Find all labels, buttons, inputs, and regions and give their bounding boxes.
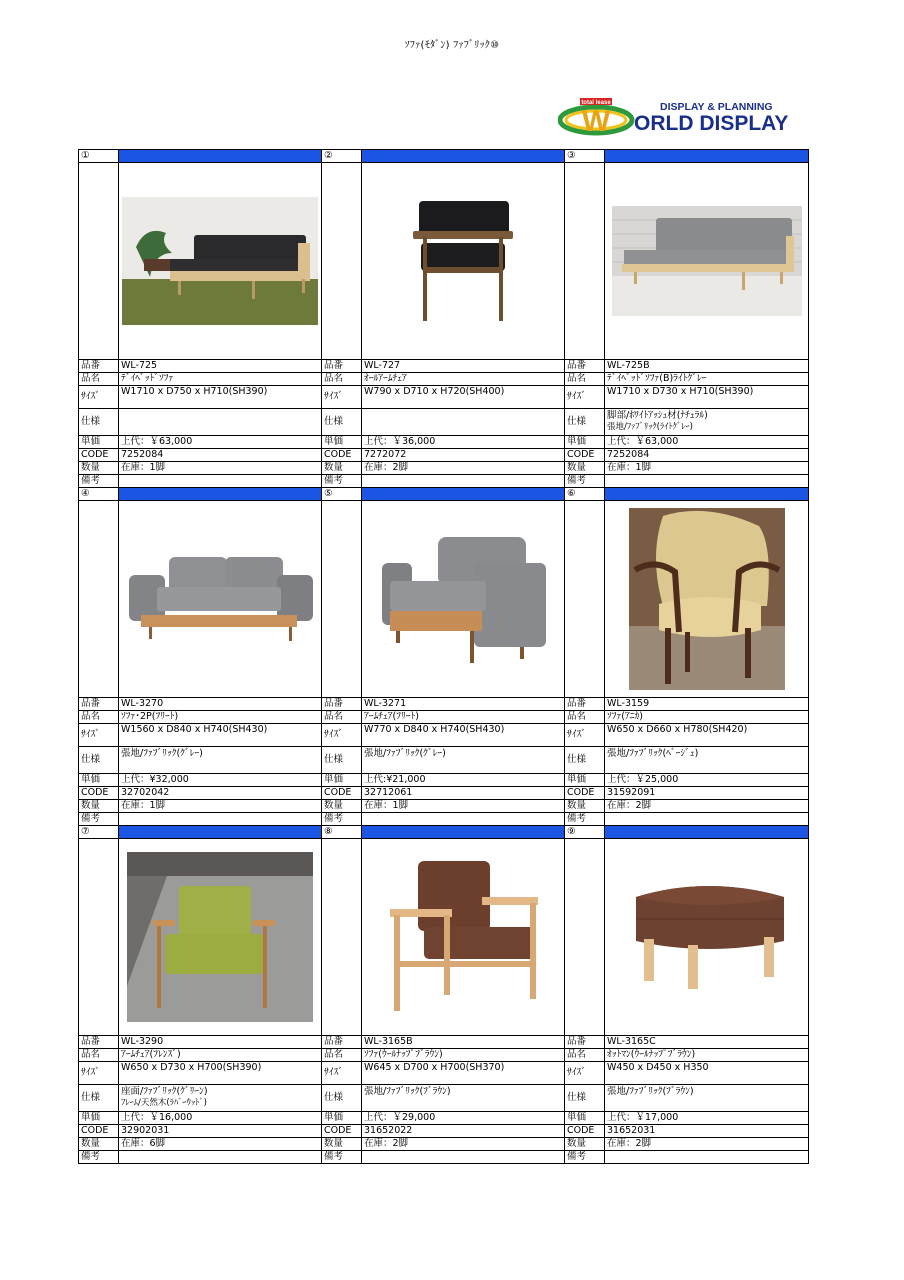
- group-header-row: [79, 488, 809, 501]
- label-hinban: 品番: [322, 360, 362, 373]
- value-tanka: 上代：￥63,000: [605, 436, 809, 449]
- value-suuryou: 在庫：2脚: [605, 800, 809, 813]
- value-bikou: [119, 475, 322, 488]
- value-suuryou: 在庫：1脚: [119, 462, 322, 475]
- value-bikou: [362, 813, 565, 826]
- spec-line: 張地/ﾌｧﾌﾞﾘｯｸ(ﾍﾞｰｼﾞｭ): [607, 748, 699, 759]
- label-shiyou: 仕様: [79, 747, 119, 774]
- item-number: ①: [79, 150, 119, 163]
- label-hinban: 品番: [565, 1036, 605, 1049]
- label-bikou: 備考: [79, 1151, 119, 1164]
- svg-text:total lease: total lease: [581, 100, 611, 106]
- value-suuryou: 在庫：1脚: [119, 800, 322, 813]
- value-bikou: [605, 813, 809, 826]
- image-row: [79, 839, 809, 1036]
- label-code: CODE: [322, 787, 362, 800]
- product-image-cell: [119, 839, 322, 1036]
- image-label-cell: [79, 501, 119, 698]
- value-hinmei: ｿﾌｧ(ｳｰﾙﾅｯﾌﾟﾌﾞﾗｳﾝ): [362, 1049, 565, 1062]
- label-hinmei: 品名: [79, 373, 119, 386]
- row-shiyou: [79, 1085, 809, 1112]
- value-shiyou: [119, 409, 322, 436]
- value-size: W650 x D730 x H700(SH390): [119, 1062, 322, 1085]
- row-size: [79, 724, 809, 747]
- label-hinmei: 品名: [322, 1049, 362, 1062]
- svg-text:DISPLAY & PLANNING: DISPLAY & PLANNING: [660, 101, 773, 113]
- armchair-grey-photo: [380, 533, 546, 665]
- label-suuryou: 数量: [565, 1138, 605, 1151]
- value-size: W645 x D700 x H700(SH370): [362, 1062, 565, 1085]
- label-suuryou: 数量: [322, 800, 362, 813]
- label-suuryou: 数量: [565, 800, 605, 813]
- svg-text:ORLD DISPLAY: ORLD DISPLAY: [634, 112, 789, 135]
- label-bikou: 備考: [79, 813, 119, 826]
- label-shiyou: 仕様: [322, 1085, 362, 1112]
- row-tanka: [79, 774, 809, 787]
- value-suuryou: 在庫：2脚: [362, 462, 565, 475]
- value-size: W650 x D660 x H780(SH420): [605, 724, 809, 747]
- item-number: ③: [565, 150, 605, 163]
- value-code: 31652022: [362, 1125, 565, 1138]
- world-display-logo: [558, 98, 798, 138]
- armchair-green-photo: [127, 852, 313, 1022]
- value-size: W1560 x D840 x H740(SH430): [119, 724, 322, 747]
- row-bikou: [79, 475, 809, 488]
- value-hinmei: ｱｰﾑﾁｪｱ(ﾌﾚﾝｽﾞ): [119, 1049, 322, 1062]
- label-bikou: 備考: [565, 475, 605, 488]
- label-shiyou: 仕様: [79, 409, 119, 436]
- row-tanka: [79, 436, 809, 449]
- label-code: CODE: [79, 787, 119, 800]
- blue-header-bar: [119, 488, 322, 501]
- value-tanka: 上代：¥32,000: [119, 774, 322, 787]
- label-tanka: 単価: [565, 1112, 605, 1125]
- label-tanka: 単価: [79, 1112, 119, 1125]
- value-suuryou: 在庫：2脚: [605, 1138, 809, 1151]
- label-code: CODE: [322, 449, 362, 462]
- row-code: [79, 449, 809, 462]
- value-hinmei: ｿﾌｧ･2P(ﾌﾘｰﾄ): [119, 711, 322, 724]
- label-code: CODE: [79, 1125, 119, 1138]
- value-size: W1710 x D730 x H710(SH390): [605, 386, 809, 409]
- value-suuryou: 在庫：2脚: [362, 1138, 565, 1151]
- label-bikou: 備考: [79, 475, 119, 488]
- blue-header-bar: [362, 488, 565, 501]
- row-shiyou: [79, 747, 809, 774]
- value-hinmei: ｱｰﾑﾁｪｱ(ﾌﾘｰﾄ): [362, 711, 565, 724]
- label-shiyou: 仕様: [322, 409, 362, 436]
- value-tanka: 上代：￥17,000: [605, 1112, 809, 1125]
- value-hinban: WL-3165B: [362, 1036, 565, 1049]
- value-hinban: WL-725B: [605, 360, 809, 373]
- label-shiyou: 仕様: [322, 747, 362, 774]
- item-number: ②: [322, 150, 362, 163]
- image-label-cell: [565, 839, 605, 1036]
- svg-text:W: W: [581, 105, 611, 138]
- label-hinban: 品番: [322, 698, 362, 711]
- row-hinban: [79, 698, 809, 711]
- value-shiyou: [605, 409, 809, 436]
- product-image-cell: [119, 163, 322, 360]
- blue-header-bar: [605, 488, 809, 501]
- blue-header-bar: [362, 826, 565, 839]
- value-code: 31652031: [605, 1125, 809, 1138]
- value-shiyou: [605, 1085, 809, 1112]
- spec-line: 張地/ﾌｧﾌﾞﾘｯｸ(ﾌﾞﾗｳﾝ): [364, 1086, 451, 1097]
- label-hinban: 品番: [565, 698, 605, 711]
- spec-line: ﾌﾚｰﾑ/天然木(ﾗﾊﾞｰｳｯﾄﾞ): [121, 1098, 207, 1108]
- value-shiyou: [119, 1085, 322, 1112]
- product-image-cell: [605, 163, 809, 360]
- spec-line: 張地/ﾌｧﾌﾞﾘｯｸ(ﾗｲﾄｸﾞﾚｰ): [607, 422, 693, 432]
- row-bikou: [79, 813, 809, 826]
- group-header-row: [79, 150, 809, 163]
- value-code: 32702042: [119, 787, 322, 800]
- label-tanka: 単価: [79, 774, 119, 787]
- label-hinmei: 品名: [322, 373, 362, 386]
- label-suuryou: 数量: [322, 462, 362, 475]
- value-hinban: WL-3159: [605, 698, 809, 711]
- value-code: 7272072: [362, 449, 565, 462]
- value-tanka: 上代：￥63,000: [119, 436, 322, 449]
- label-hinmei: 品名: [322, 711, 362, 724]
- item-number: ⑦: [79, 826, 119, 839]
- label-shiyou: 仕様: [79, 1085, 119, 1112]
- label-code: CODE: [565, 449, 605, 462]
- image-row: [79, 163, 809, 360]
- label-code: CODE: [565, 787, 605, 800]
- daybed-sofa-lightgrey-photo: [612, 206, 802, 316]
- value-code: 32712061: [362, 787, 565, 800]
- image-label-cell: [79, 839, 119, 1036]
- label-hinmei: 品名: [79, 1049, 119, 1062]
- label-shiyou: 仕様: [565, 409, 605, 436]
- value-hinmei: ｵｰﾙｱｰﾑﾁｪｱ: [362, 373, 565, 386]
- ottoman-brown-photo: [624, 875, 790, 999]
- value-code: 7252084: [605, 449, 809, 462]
- spec-line: 張地/ﾌｧﾌﾞﾘｯｸ(ｸﾞﾚｰ): [121, 748, 203, 759]
- label-code: CODE: [79, 449, 119, 462]
- value-hinban: WL-3270: [119, 698, 322, 711]
- row-suuryou: [79, 800, 809, 813]
- label-suuryou: 数量: [79, 1138, 119, 1151]
- image-label-cell: [322, 501, 362, 698]
- label-hinban: 品番: [322, 1036, 362, 1049]
- label-size: ｻｲｽﾞ: [79, 724, 119, 747]
- row-size: [79, 1062, 809, 1085]
- value-hinmei: ｵｯﾄﾏﾝ(ｳｰﾙﾅｯﾌﾟﾌﾞﾗｳﾝ): [605, 1049, 809, 1062]
- image-row: [79, 501, 809, 698]
- row-hinmei: [79, 1049, 809, 1062]
- item-number: ⑧: [322, 826, 362, 839]
- value-hinban: WL-3271: [362, 698, 565, 711]
- value-hinban: WL-725: [119, 360, 322, 373]
- label-size: ｻｲｽﾞ: [565, 724, 605, 747]
- label-code: CODE: [322, 1125, 362, 1138]
- value-hinban: WL-727: [362, 360, 565, 373]
- label-hinban: 品番: [79, 1036, 119, 1049]
- label-hinban: 品番: [79, 360, 119, 373]
- row-hinmei: [79, 373, 809, 386]
- blue-header-bar: [119, 150, 322, 163]
- product-image-cell: [362, 163, 565, 360]
- value-bikou: [362, 475, 565, 488]
- image-label-cell: [565, 501, 605, 698]
- value-size: W770 x D840 x H740(SH430): [362, 724, 565, 747]
- image-label-cell: [79, 163, 119, 360]
- value-hinmei: ﾃﾞｲﾍﾞｯﾄﾞｿﾌｧ(B)ﾗｲﾄｸﾞﾚｰ: [605, 373, 809, 386]
- row-hinmei: [79, 711, 809, 724]
- label-hinban: 品番: [565, 360, 605, 373]
- label-tanka: 単価: [322, 1112, 362, 1125]
- row-hinban: [79, 1036, 809, 1049]
- label-bikou: 備考: [565, 1151, 605, 1164]
- row-tanka: [79, 1112, 809, 1125]
- value-code: 7252084: [119, 449, 322, 462]
- image-label-cell: [322, 163, 362, 360]
- label-size: ｻｲｽﾞ: [322, 1062, 362, 1085]
- daybed-sofa-dark-photo: [122, 197, 318, 325]
- value-suuryou: 在庫：1脚: [605, 462, 809, 475]
- value-size: W1710 x D750 x H710(SH390): [119, 386, 322, 409]
- product-image-cell: [362, 839, 565, 1036]
- product-catalog-table: [78, 149, 809, 1164]
- value-bikou: [362, 1151, 565, 1164]
- spec-line: 脚部/ﾎﾜｲﾄｱｯｼｭ材(ﾅﾁｭﾗﾙ): [607, 410, 708, 421]
- label-hinmei: 品名: [79, 711, 119, 724]
- value-tanka: 上代：￥25,000: [605, 774, 809, 787]
- item-number: ④: [79, 488, 119, 501]
- row-bikou: [79, 1151, 809, 1164]
- blue-header-bar: [362, 150, 565, 163]
- value-size: W450 x D450 x H350: [605, 1062, 809, 1085]
- value-tanka: 上代：￥29,000: [362, 1112, 565, 1125]
- value-hinban: WL-3290: [119, 1036, 322, 1049]
- label-size: ｻｲｽﾞ: [79, 386, 119, 409]
- label-bikou: 備考: [322, 1151, 362, 1164]
- value-tanka: 上代：￥36,000: [362, 436, 565, 449]
- spec-line: 張地/ﾌｧﾌﾞﾘｯｸ(ｸﾞﾚｰ): [364, 748, 446, 759]
- label-suuryou: 数量: [322, 1138, 362, 1151]
- value-hinmei: ﾃﾞｲﾍﾞｯﾄﾞｿﾌｧ: [119, 373, 322, 386]
- label-suuryou: 数量: [565, 462, 605, 475]
- row-code: [79, 1125, 809, 1138]
- item-number: ⑨: [565, 826, 605, 839]
- value-shiyou: [605, 747, 809, 774]
- value-size: W790 x D710 x H720(SH400): [362, 386, 565, 409]
- value-shiyou: [362, 747, 565, 774]
- spec-line: 張地/ﾌｧﾌﾞﾘｯｸ(ﾌﾞﾗｳﾝ): [607, 1086, 694, 1097]
- label-shiyou: 仕様: [565, 747, 605, 774]
- document-title: ｿﾌｧ(ﾓﾀﾞﾝ) ﾌｧﾌﾞﾘｯｸ⑩: [404, 40, 500, 51]
- label-hinmei: 品名: [565, 373, 605, 386]
- label-hinban: 品番: [79, 698, 119, 711]
- value-hinban: WL-3165C: [605, 1036, 809, 1049]
- product-image-cell: [605, 501, 809, 698]
- row-size: [79, 386, 809, 409]
- row-suuryou: [79, 1138, 809, 1151]
- product-image-cell: [119, 501, 322, 698]
- armchair-dark-photo: [399, 197, 527, 325]
- label-tanka: 単価: [565, 774, 605, 787]
- value-shiyou: [119, 747, 322, 774]
- label-tanka: 単価: [565, 436, 605, 449]
- armchair-beige-photo: [629, 508, 785, 690]
- product-image-cell: [362, 501, 565, 698]
- group-header-row: [79, 826, 809, 839]
- armchair-brown-photo: [384, 857, 542, 1017]
- product-image-cell: [605, 839, 809, 1036]
- label-size: ｻｲｽﾞ: [79, 1062, 119, 1085]
- label-bikou: 備考: [565, 813, 605, 826]
- label-size: ｻｲｽﾞ: [565, 386, 605, 409]
- row-shiyou: [79, 409, 809, 436]
- image-label-cell: [565, 163, 605, 360]
- label-shiyou: 仕様: [565, 1085, 605, 1112]
- item-number: ⑥: [565, 488, 605, 501]
- value-bikou: [605, 475, 809, 488]
- label-size: ｻｲｽﾞ: [565, 1062, 605, 1085]
- value-shiyou: [362, 409, 565, 436]
- blue-header-bar: [605, 150, 809, 163]
- value-suuryou: 在庫：1脚: [362, 800, 565, 813]
- value-bikou: [119, 813, 322, 826]
- label-bikou: 備考: [322, 813, 362, 826]
- value-code: 32902031: [119, 1125, 322, 1138]
- label-tanka: 単価: [322, 774, 362, 787]
- row-code: [79, 787, 809, 800]
- label-size: ｻｲｽﾞ: [322, 386, 362, 409]
- blue-header-bar: [119, 826, 322, 839]
- spec-line: 座面/ﾌｧﾌﾞﾘｯｸ(ｸﾞﾘｰﾝ): [121, 1086, 208, 1097]
- sofa-2p-grey-photo: [127, 549, 313, 649]
- value-code: 31592091: [605, 787, 809, 800]
- label-bikou: 備考: [322, 475, 362, 488]
- item-number: ⑤: [322, 488, 362, 501]
- label-hinmei: 品名: [565, 711, 605, 724]
- label-code: CODE: [565, 1125, 605, 1138]
- row-hinban: [79, 360, 809, 373]
- label-suuryou: 数量: [79, 462, 119, 475]
- value-tanka: 上代:¥21,000: [362, 774, 565, 787]
- label-tanka: 単価: [322, 436, 362, 449]
- value-suuryou: 在庫：6脚: [119, 1138, 322, 1151]
- label-size: ｻｲｽﾞ: [322, 724, 362, 747]
- value-bikou: [605, 1151, 809, 1164]
- value-bikou: [119, 1151, 322, 1164]
- value-hinmei: ｿﾌｧ(ｱﾆｶ): [605, 711, 809, 724]
- image-label-cell: [322, 839, 362, 1036]
- label-suuryou: 数量: [79, 800, 119, 813]
- value-shiyou: [362, 1085, 565, 1112]
- value-tanka: 上代：￥16,000: [119, 1112, 322, 1125]
- label-tanka: 単価: [79, 436, 119, 449]
- blue-header-bar: [605, 826, 809, 839]
- label-hinmei: 品名: [565, 1049, 605, 1062]
- row-suuryou: [79, 462, 809, 475]
